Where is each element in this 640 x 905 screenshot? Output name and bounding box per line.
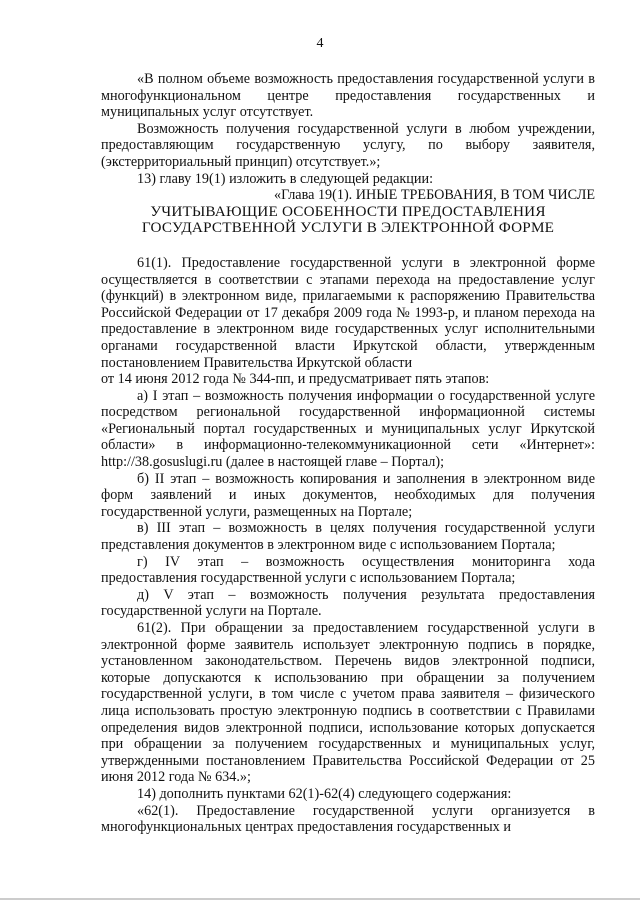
footer-rule (0, 898, 640, 900)
chapter-heading-line-1: «Глава 19(1). ИНЫЕ ТРЕБОВАНИЯ, В ТОМ ЧИСЛЕ (273, 187, 595, 204)
paragraph-61-2: 61(2). При обращении за предоставлением государственной услуги в электронной форме заявитель использует электронную подпись в порядке, установленном законодательством. Перечень видов электронной подписи, которые допускаются к использованию при обращении за получением государственной услуги, в том числе с учетом права заявителя – физического лица использовать простую электронную подпись в соответствии с Правилами определения видов электронной подписи, использование которых допускается при обращении за получением государственных и муниципальных услуг, утвержденными постановлением Правительства Российской Федерации от 25 июня 2012 года № 634.»; (101, 620, 595, 786)
stage-a: а) I этап – возможность получения информации о государственной услуге посредством региональной государственной информационной системы «Региональный портал государственных и муниципальных услуг Иркутской области» в информационно-телекоммуникационной сети «Интернет»: http://38.gosuslugi.ru (далее в настоящей главе – Портал); (101, 387, 595, 471)
document-body (101, 71, 595, 836)
chapter-heading-line-3: ГОСУДАРСТВЕННОЙ УСЛУГИ В ЭЛЕКТРОННОЙ ФОРМЕ (141, 219, 555, 237)
stage-v: в) III этап – возможность в целях получения государственной услуги представления документов в электронном виде с использованием Портала; (101, 520, 595, 554)
paragraph-61-1: 61(1). Предоставление государственной услуги в электронной форме осуществляется в соответствии с этапами перехода на предоставление услуг (функций) в электронном виде, прилагаемыми к распоряжению Правительства Российской Федерации от 17 декабря 2009 года № 1993-р, и планом перехода на предоставление в электронном виде государственных услуг исполнительными органами государственной власти Иркутской области, утвержденным постановлением Правительства Иркутской области (101, 254, 595, 371)
paragraph-61-1-tail: от 14 июня 2012 года № 344-пп, и предусматривает пять этапов: (101, 371, 490, 388)
paragraph-extraterritorial: Возможность получения государственной услуги в любом учреждении, предоставляющим государственную услугу, по выбору заявителя, (экстерриториальный принцип) отсутствует.»; (101, 120, 595, 170)
chapter-heading-line-2: УЧИТЫВАЮЩИЕ ОСОБЕННОСТИ ПРЕДОСТАВЛЕНИЯ (150, 202, 546, 220)
paragraph-item-14: 14) дополнить пунктами 62(1)-62(4) следующего содержания: (137, 785, 512, 802)
stage-g: г) IV этап – возможность осуществления мониторинга хода предоставления государственной услуги с использованием Портала; (101, 553, 595, 587)
paragraph-62-1: «62(1). Предоставление государственной услуги организуется в многофункциональных центрах предоставления государственных и (101, 802, 595, 836)
page-number: 4 (316, 36, 324, 51)
paragraph-mfc-unavailable: «В полном объеме возможность предоставления государственной услуги в многофункциональном центре предоставления государственных и муниципальных услуг отсутствует. (101, 71, 595, 121)
stage-b: б) II этап – возможность копирования и заполнения в электронном виде форм заявлений и иных документов, необходимых для получения государственной услуги, размещенных на Портале; (101, 470, 595, 520)
stage-d: д) V этап – возможность получения результата предоставления государственной услуги на Портале. (101, 586, 595, 620)
paragraph-chapter-amendment: 13) главу 19(1) изложить в следующей редакции: (137, 170, 434, 187)
